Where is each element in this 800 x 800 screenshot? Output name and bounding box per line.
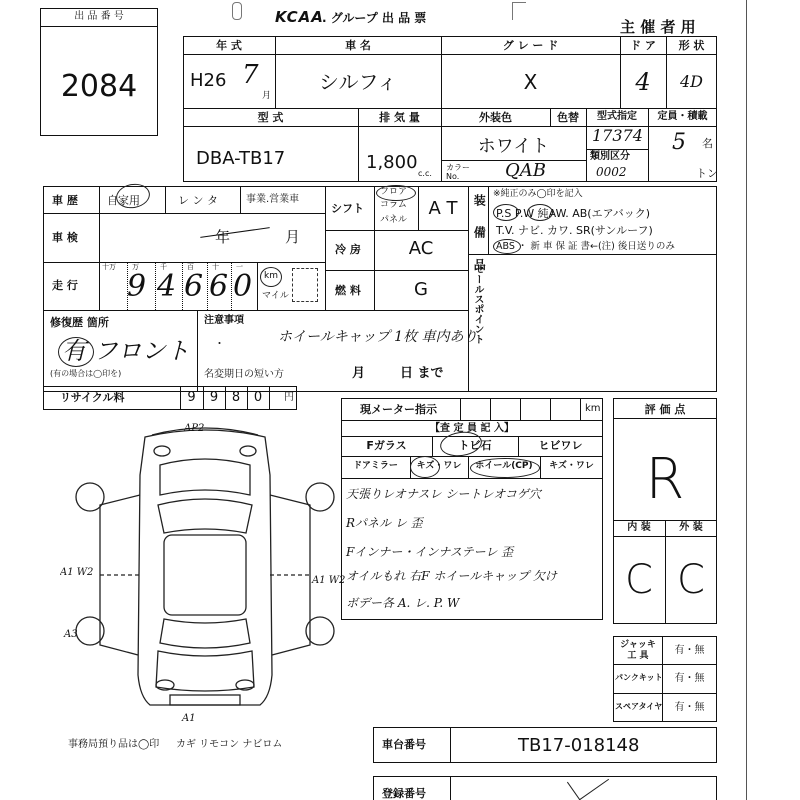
load-unit: トン (696, 167, 718, 180)
exterior-grade: C (677, 557, 705, 603)
shift-panel: パネル (380, 215, 408, 225)
shape-label: 形 状 (678, 38, 705, 52)
exterior-label: 外 装 (679, 522, 703, 533)
displacement-label: 排 気 量 (379, 110, 420, 124)
chassis-value: TB17-018148 (518, 735, 640, 756)
displacement-unit: c.c. (418, 169, 432, 178)
remark-1: 天張りレオナスレ シートレオコゲ穴 (346, 487, 541, 501)
digit-label-100k: 十万 (102, 263, 116, 271)
wheel-front-left (76, 483, 104, 511)
grade-value: X (523, 70, 538, 94)
recycle-digit-3: 8 (231, 390, 241, 405)
mileage-digit-4: 6 (209, 269, 229, 304)
repair-circle (58, 337, 94, 367)
car-trunk (156, 651, 254, 691)
sales-point-label: セールスポイント (472, 264, 483, 344)
equipment-line-3: ABS ・ 新 車 保 証 書←(注) 後日送りのみ (496, 241, 675, 252)
equipment-label: 装 備 品 (472, 194, 487, 279)
capacity-value: 5 (672, 130, 686, 155)
recycle-digit-4: 0 (253, 390, 263, 405)
shape-value: 4D (679, 72, 703, 91)
mileage-unit-mile: マイル (262, 291, 289, 301)
chassis-label: 車台番号 (382, 738, 426, 751)
car-roof (164, 535, 246, 615)
mirror-label: ドアミラー (353, 461, 398, 471)
mileage-check-box (292, 268, 318, 302)
recycle-digit-2: 9 (209, 390, 219, 405)
digit-label-10k: 万 (132, 263, 139, 271)
tool-spare-value: 有・無 (674, 702, 705, 713)
year-label: 年 式 (216, 38, 242, 52)
shift-value: A T (428, 198, 458, 219)
repair-note: (有の場合は◯印を) (50, 369, 122, 378)
color-change-label: 色替 (557, 110, 579, 124)
diagram-mark-front: AP2 (184, 423, 205, 434)
shift-column: コラム (380, 200, 407, 210)
model-value: DBA-TB17 (196, 148, 286, 169)
digit-label-1k: 千 (160, 263, 167, 271)
mirror-circle (410, 456, 440, 478)
digit-label-1: 一 (236, 263, 243, 271)
remark-3: Fインナー・インナステーレ 歪 (346, 545, 514, 559)
inspection-month: 月 (285, 228, 301, 246)
car-hood (160, 459, 250, 495)
recycle-unit: 円 (284, 392, 294, 403)
digit-label-10: 十 (212, 263, 219, 271)
remark-2: Rパネル レ 歪 (346, 516, 423, 530)
brand-logo: KCAA (275, 8, 324, 26)
capacity-label: 定員・積載 (657, 111, 708, 122)
name-change-month: 月 (352, 366, 366, 381)
tool-puncture-label: パンクキット (615, 673, 663, 682)
mileage-unit-km: km (264, 271, 278, 281)
door-value: 4 (635, 68, 651, 96)
notes-value: ホイールキャップ 1枚 車内あり (278, 329, 478, 345)
wheel-front-right (306, 483, 334, 511)
recycle-digit-1: 9 (187, 390, 196, 405)
mileage-digit-1: 9 (127, 269, 147, 304)
evaluation-label: 評 価 点 (644, 403, 686, 416)
fuel-label: 燃 料 (335, 284, 361, 297)
class-value: 0002 (596, 165, 627, 179)
aircon-label: 冷 房 (335, 243, 361, 256)
mirror-damage: キズ・ワレ (416, 461, 462, 471)
digit-label-100: 百 (187, 263, 194, 271)
name-change-label: 名変期日の短い方 (204, 369, 284, 380)
year-value: 7 (242, 60, 259, 90)
car-body-outline (138, 430, 272, 705)
organizer-label: 主 催 者 用 (620, 18, 696, 36)
history-label: 車 歴 (52, 194, 78, 207)
glass-front: Fガラス (366, 439, 407, 452)
inspection-year: 年 (215, 228, 231, 246)
glass-crack: ヒビワレ (538, 439, 583, 452)
model-label: 型 式 (257, 110, 284, 124)
header-title: . グループ 出 品 票 (322, 11, 427, 25)
exterior-color-label: 外装色 (479, 110, 512, 124)
equipment-pw-circle (527, 204, 553, 221)
equipment-line-2: T.V. ナビ. カワ. SR(サンルーフ) (496, 224, 653, 237)
meter-label: 現メーター指示 (360, 403, 437, 416)
tool-spare-label: スペアタイヤ (615, 702, 663, 711)
displacement-value: 1,800 (366, 152, 418, 173)
repair-value: 有 フロント (62, 337, 190, 365)
car-name-value: シルフィ (319, 70, 397, 94)
equipment-ps-circle (493, 204, 519, 221)
mileage-label: 走 行 (52, 279, 78, 292)
scan-edge-line (746, 0, 747, 800)
equipment-note: ※純正のみ◯印を記入 (493, 189, 583, 199)
diagram-mark-rear: A1 (182, 713, 196, 724)
wheel-label: ホイール(CP) (475, 461, 533, 471)
car-left-side (100, 495, 140, 655)
registration-label: 登録番号 (382, 787, 426, 800)
wheel-damage: キズ・ワレ (549, 461, 594, 471)
month-unit: 月 (262, 91, 272, 101)
tool-jack-value: 有・無 (674, 645, 705, 656)
class-label: 類別区分 (590, 151, 630, 162)
name-change-day: 日 まで (400, 366, 444, 381)
shift-label: シフト (331, 202, 364, 215)
diagram-mark-left: A1 W2 (60, 567, 94, 578)
car-right-side (270, 495, 310, 655)
wheel-circle (470, 458, 540, 478)
fuel-value: G (414, 279, 428, 300)
evaluation-score: R (645, 447, 685, 512)
mileage-digit-2: 4 (157, 269, 177, 304)
recycle-label: リサイクル料 (60, 391, 125, 404)
car-damage-diagram (60, 415, 350, 735)
header-mark-right (512, 2, 526, 20)
car-windshield (158, 499, 252, 533)
lot-number-label: 出 品 番 号 (74, 11, 124, 22)
color-number-label: カラー No. (446, 163, 470, 181)
repair-label: 修復歴 箇所 (50, 316, 109, 329)
color-number-value: QAB (505, 160, 546, 181)
aircon-value: AC (408, 238, 434, 259)
history-rental: レ ン タ (178, 194, 218, 207)
car-rear-bumper (170, 695, 240, 705)
diagram-mark-right: A1 W2 (312, 575, 346, 586)
shift-floor: フロア (380, 187, 408, 197)
mileage-digit-5: 0 (233, 269, 253, 304)
notes-label: 注意事項 (204, 315, 244, 326)
grade-label: グ レ ー ド (502, 38, 559, 52)
type-designation-value: 17374 (592, 126, 643, 145)
diagram-mark-rear-left: A3 (64, 629, 78, 640)
exterior-color-value: ホワイト (477, 136, 550, 157)
tool-puncture-value: 有・無 (674, 673, 705, 684)
glass-chip: トビ石 (458, 439, 492, 452)
interior-label: 内 装 (627, 522, 651, 533)
lot-number-value: 2084 (60, 69, 138, 104)
remark-4: オイルもれ 右F ホイールキャップ 欠け (346, 569, 557, 583)
inspector-label: 【査 定 員 記 入】 (430, 423, 514, 434)
tool-jack-label: ジャッキ 工 具 (620, 640, 656, 661)
meter-unit: km (585, 403, 601, 414)
year-era: H26 (190, 70, 227, 91)
door-label: ド ア (630, 38, 656, 52)
inspection-label: 車 検 (52, 231, 78, 244)
equipment-abs-circle (493, 239, 521, 254)
history-private: 自家用 (107, 194, 140, 207)
car-name-label: 車 名 (345, 38, 371, 52)
equipment-line-1: P.S P.W 純AW. AB(エアバック) (496, 207, 650, 220)
capacity-unit: 名 (702, 137, 713, 150)
car-rear-window (160, 619, 250, 648)
shift-floor-circle (376, 185, 416, 201)
history-business: 事業.営業車 (246, 194, 300, 205)
type-designation-label: 型式指定 (597, 111, 637, 122)
remark-5: ボデー各 A. レ. P. W (346, 596, 460, 610)
mileage-digit-3: 6 (184, 269, 204, 304)
office-note: 事務局預り品は◯印 (68, 739, 160, 750)
header-mark-left (232, 2, 242, 20)
notes-bullet: ・ (214, 337, 225, 350)
interior-grade: C (625, 557, 653, 603)
office-items: カギ リモコン ナビロム (176, 739, 283, 750)
